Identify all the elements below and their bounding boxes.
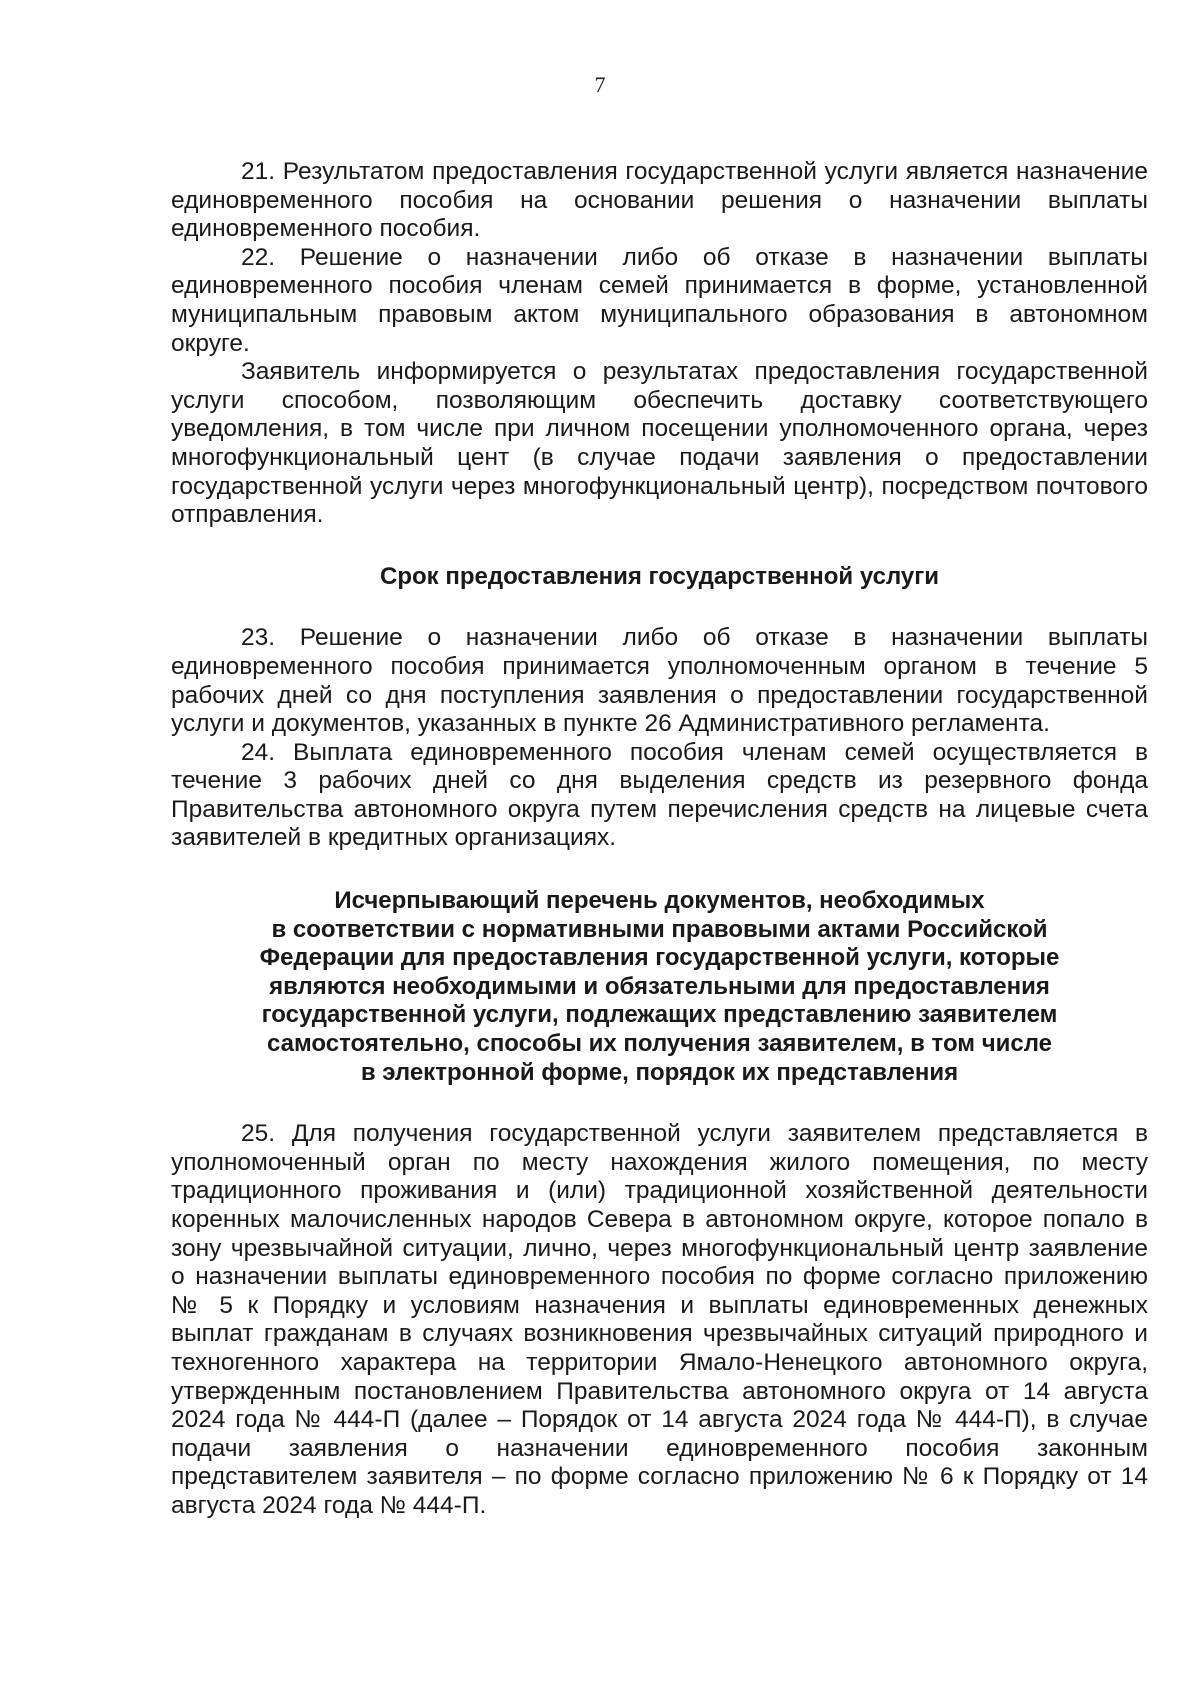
heading-line: являются необходимыми и обязательными для предоставления xyxy=(269,972,1050,1000)
heading-line: в электронной форме, порядок их представления xyxy=(360,1058,959,1086)
paragraph-23: 23. Решение о назначении либо об отказе в назначении выплаты единовременного пособия принимается уполномоченным органом в течение 5 рабочих дней со дня поступления заявления о предоставлении государственной услуги и документов, указанных в пункте 26 Административного регламента. xyxy=(171,624,1148,738)
paragraph-21: 21. Результатом предоставления государственной услуги является назначение единовременного пособия на основании решения о назначении выплаты единовременного пособия. xyxy=(171,158,1148,243)
heading-line: самостоятельно, способы их получения заявителем, в том числе xyxy=(266,1030,1053,1058)
paragraph-22: 22. Решение о назначении либо об отказе в назначении выплаты единовременного пособия членам семей принимается в форме, установленной муниципальным правовым актом муниципального образования в автономном округе. xyxy=(171,243,1148,357)
document-body xyxy=(171,158,1148,1521)
heading-line: государственной услуги, подлежащих представлению заявителем xyxy=(261,1001,1058,1029)
heading-line: Федерации для предоставления государственной услуги, которые xyxy=(259,944,1060,972)
paragraph-25: 25. Для получения государственной услуги заявителем представляется в уполномоченный орган по месту нахождения жилого помещения, по месту традиционного проживания и (или) традиционной хозяйственной деятельности коренных малочисленных народов Севера в автономном округе, которое попало в зону чрезвычайной ситуации, лично, через многофункциональный центр заявление о назначении выплаты единовременного пособия по форме согласно приложению № 5 к Порядку и условиям назначения и выплаты единовременных денежных выплат гражданам в случаях возникновения чрезвычайных ситуаций природного и техногенного характера на территории Ямало-Ненецкого автономного округа, утвержденным постановлением Правительства автономного округа от 14 августа 2024 года № 444-П (далее – Порядок от 14 августа 2024 года № 444-П), в случае подачи заявления о назначении единовременного пособия законным представителем заявителя – по форме согласно приложению № 6 к Порядку от 14 августа 2024 года № 444-П. xyxy=(171,1120,1148,1519)
paragraph-24: 24. Выплата единовременного пособия членам семей осуществляется в течение 3 рабочих дней со дня выделения средств из резервного фонда Правительства автономного округа путем перечисления средств на лицевые счета заявителей в кредитных организациях. xyxy=(171,738,1148,852)
paragraph-applicant-notification: Заявитель информируется о результатах предоставления государственной услуги способом, позволяющим обеспечить доставку соответствующего уведомления, в том числе при личном посещении уполномоченного органа, через многофункциональный цент (в случае подачи заявления о предоставлении государственной услуги через многофункциональный центр), посредством почтового отправления. xyxy=(171,358,1148,529)
heading-line: в соответствии с нормативными правовыми актами Российской xyxy=(271,915,1048,943)
section-heading-documents xyxy=(171,887,1148,1087)
page-number: 7 xyxy=(594,72,606,97)
heading-line: Исчерпывающий перечень документов, необходимых xyxy=(334,887,985,915)
section-heading-term: Срок предоставления государственной услуги xyxy=(380,562,939,590)
